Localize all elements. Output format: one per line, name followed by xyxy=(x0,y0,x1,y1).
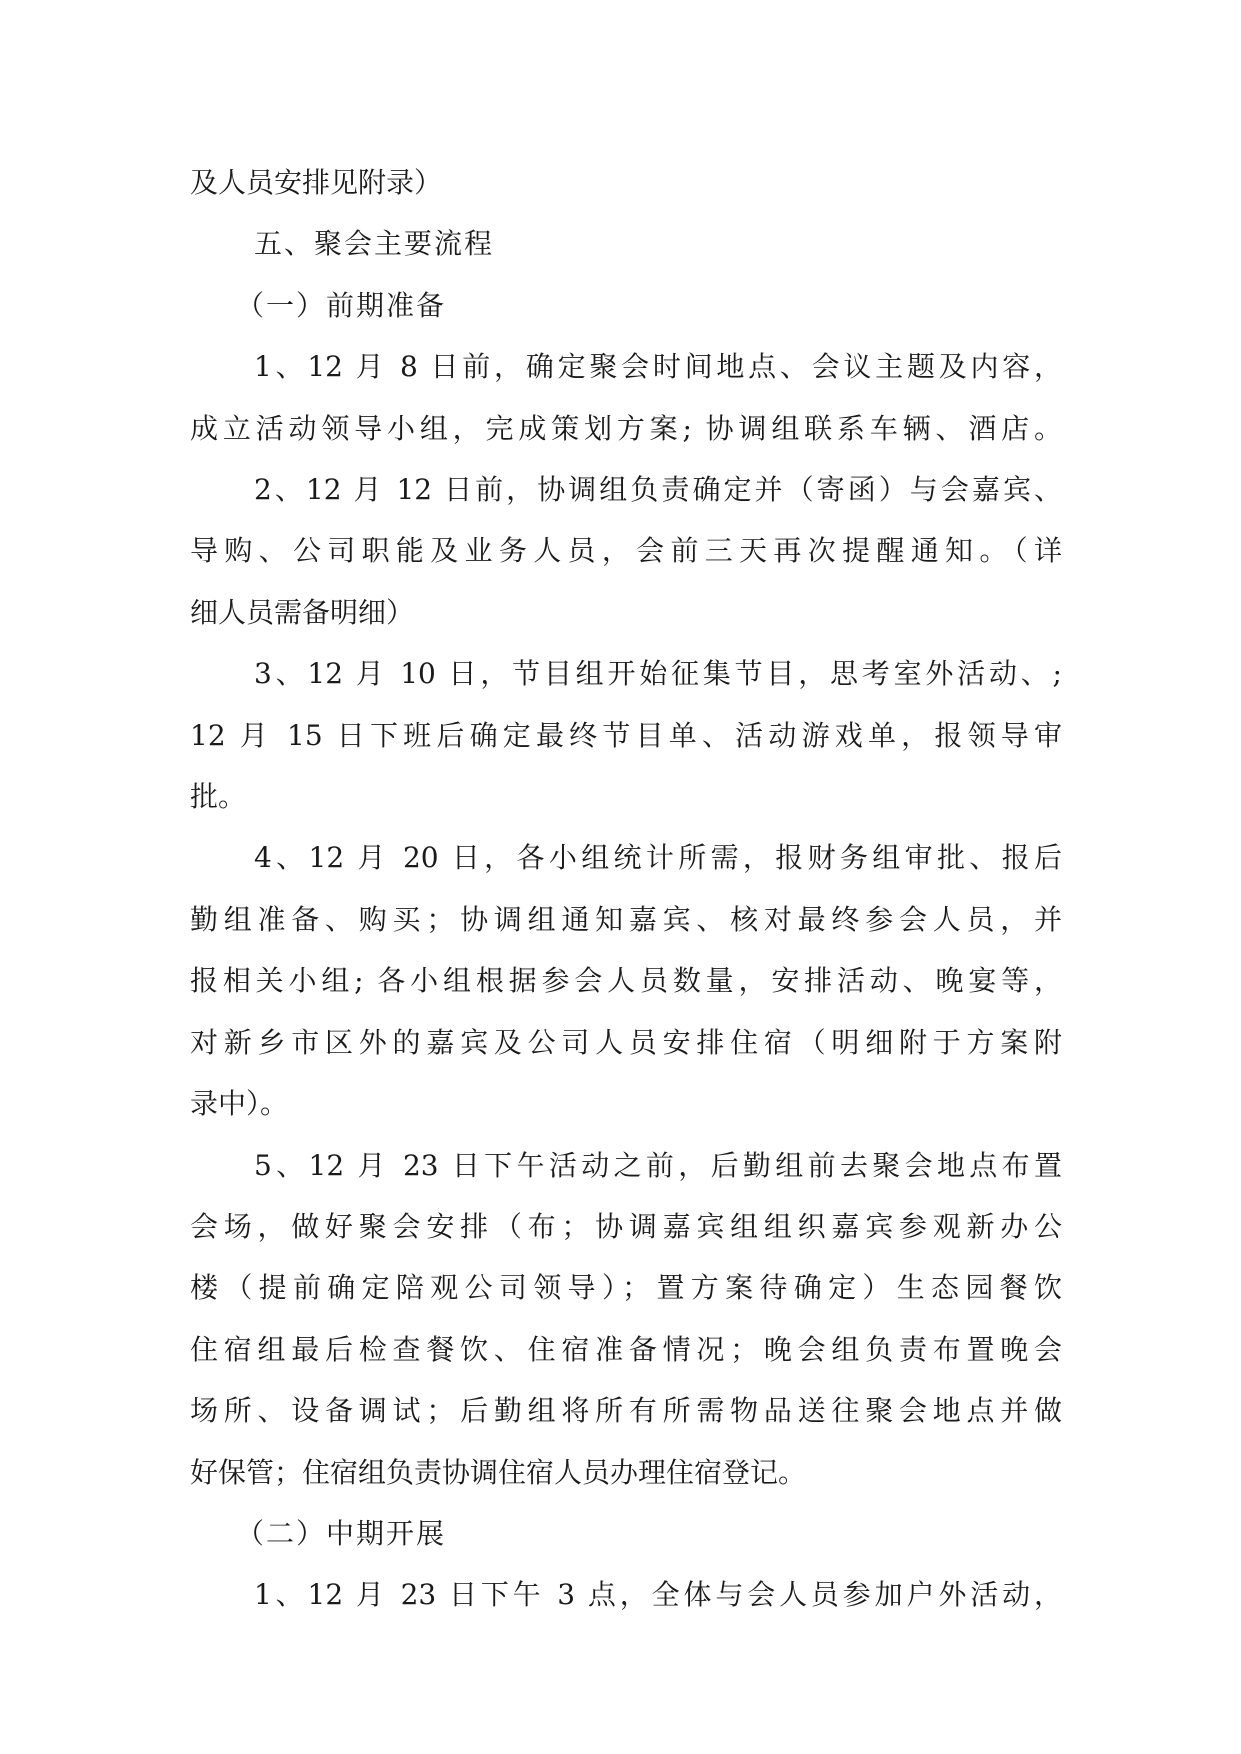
text-line: 场所、设备调试；后勤组将所有所需物品送往聚会地点并做 xyxy=(190,1394,1062,1428)
subsection-heading: （二）中期开展 xyxy=(236,1516,447,1550)
text-line: 对新乡市区外的嘉宾及公司人员安排住宿（明细附于方案附 xyxy=(190,1025,1062,1059)
text-line: 会场，做好聚会安排（布；协调嘉宾组组织嘉宾参观新办公 xyxy=(190,1209,1062,1243)
text-line: 住宿组最后检查餐饮、住宿准备情况；晚会组负责布置晚会 xyxy=(190,1332,1062,1366)
text-line: 好保管；住宿组负责协调住宿人员办理住宿登记。 xyxy=(190,1455,807,1489)
text-line: 勤组准备、购买；协调组通知嘉宾、核对最终参会人员，并 xyxy=(190,902,1062,936)
text-line: 成立活动领导小组，完成策划方案; 协调组联系车辆、酒店。 xyxy=(190,411,1062,445)
text-line: 及人员安排见附录） xyxy=(190,166,443,199)
text-line: 批。 xyxy=(190,780,247,814)
text-line: 细人员需备明细） xyxy=(190,595,415,629)
text-line: 录中）。 xyxy=(190,1087,289,1121)
text-line: 1、12 月 8 日前，确定聚会时间地点、会议主题及内容， xyxy=(254,350,1062,384)
text-line: 5、12 月 23 日下午活动之前，后勤组前去聚会地点布置 xyxy=(254,1148,1062,1182)
text-line: 3、12 月 10 日，节目组开始征集节目，思考室外活动、; xyxy=(254,657,1062,691)
text-line: 报相关小组; 各小组根据参会人员数量，安排活动、晚宴等， xyxy=(190,964,1062,998)
text-line: 4、12 月 20 日，各小组统计所需，报财务组审批、报后 xyxy=(254,841,1062,875)
section-heading: 五、聚会主要流程 xyxy=(254,227,495,261)
subsection-heading: （一）前期准备 xyxy=(236,288,447,322)
text-line: 1、12 月 23 日下午 3 点，全体与会人员参加户外活动， xyxy=(254,1578,1062,1612)
text-line: 12 月 15 日下班后确定最终节目单、活动游戏单，报领导审 xyxy=(190,718,1062,752)
text-line: 楼（提前确定陪观公司领导）；置方案待确定）生态园餐饮 xyxy=(190,1271,1062,1305)
text-line: 导购、公司职能及业务人员，会前三天再次提醒通知。（详 xyxy=(190,534,1062,568)
text-line: 2、12 月 12 日前，协调组负责确定并（寄函）与会嘉宾、 xyxy=(254,473,1062,507)
document-body xyxy=(190,152,1062,1626)
